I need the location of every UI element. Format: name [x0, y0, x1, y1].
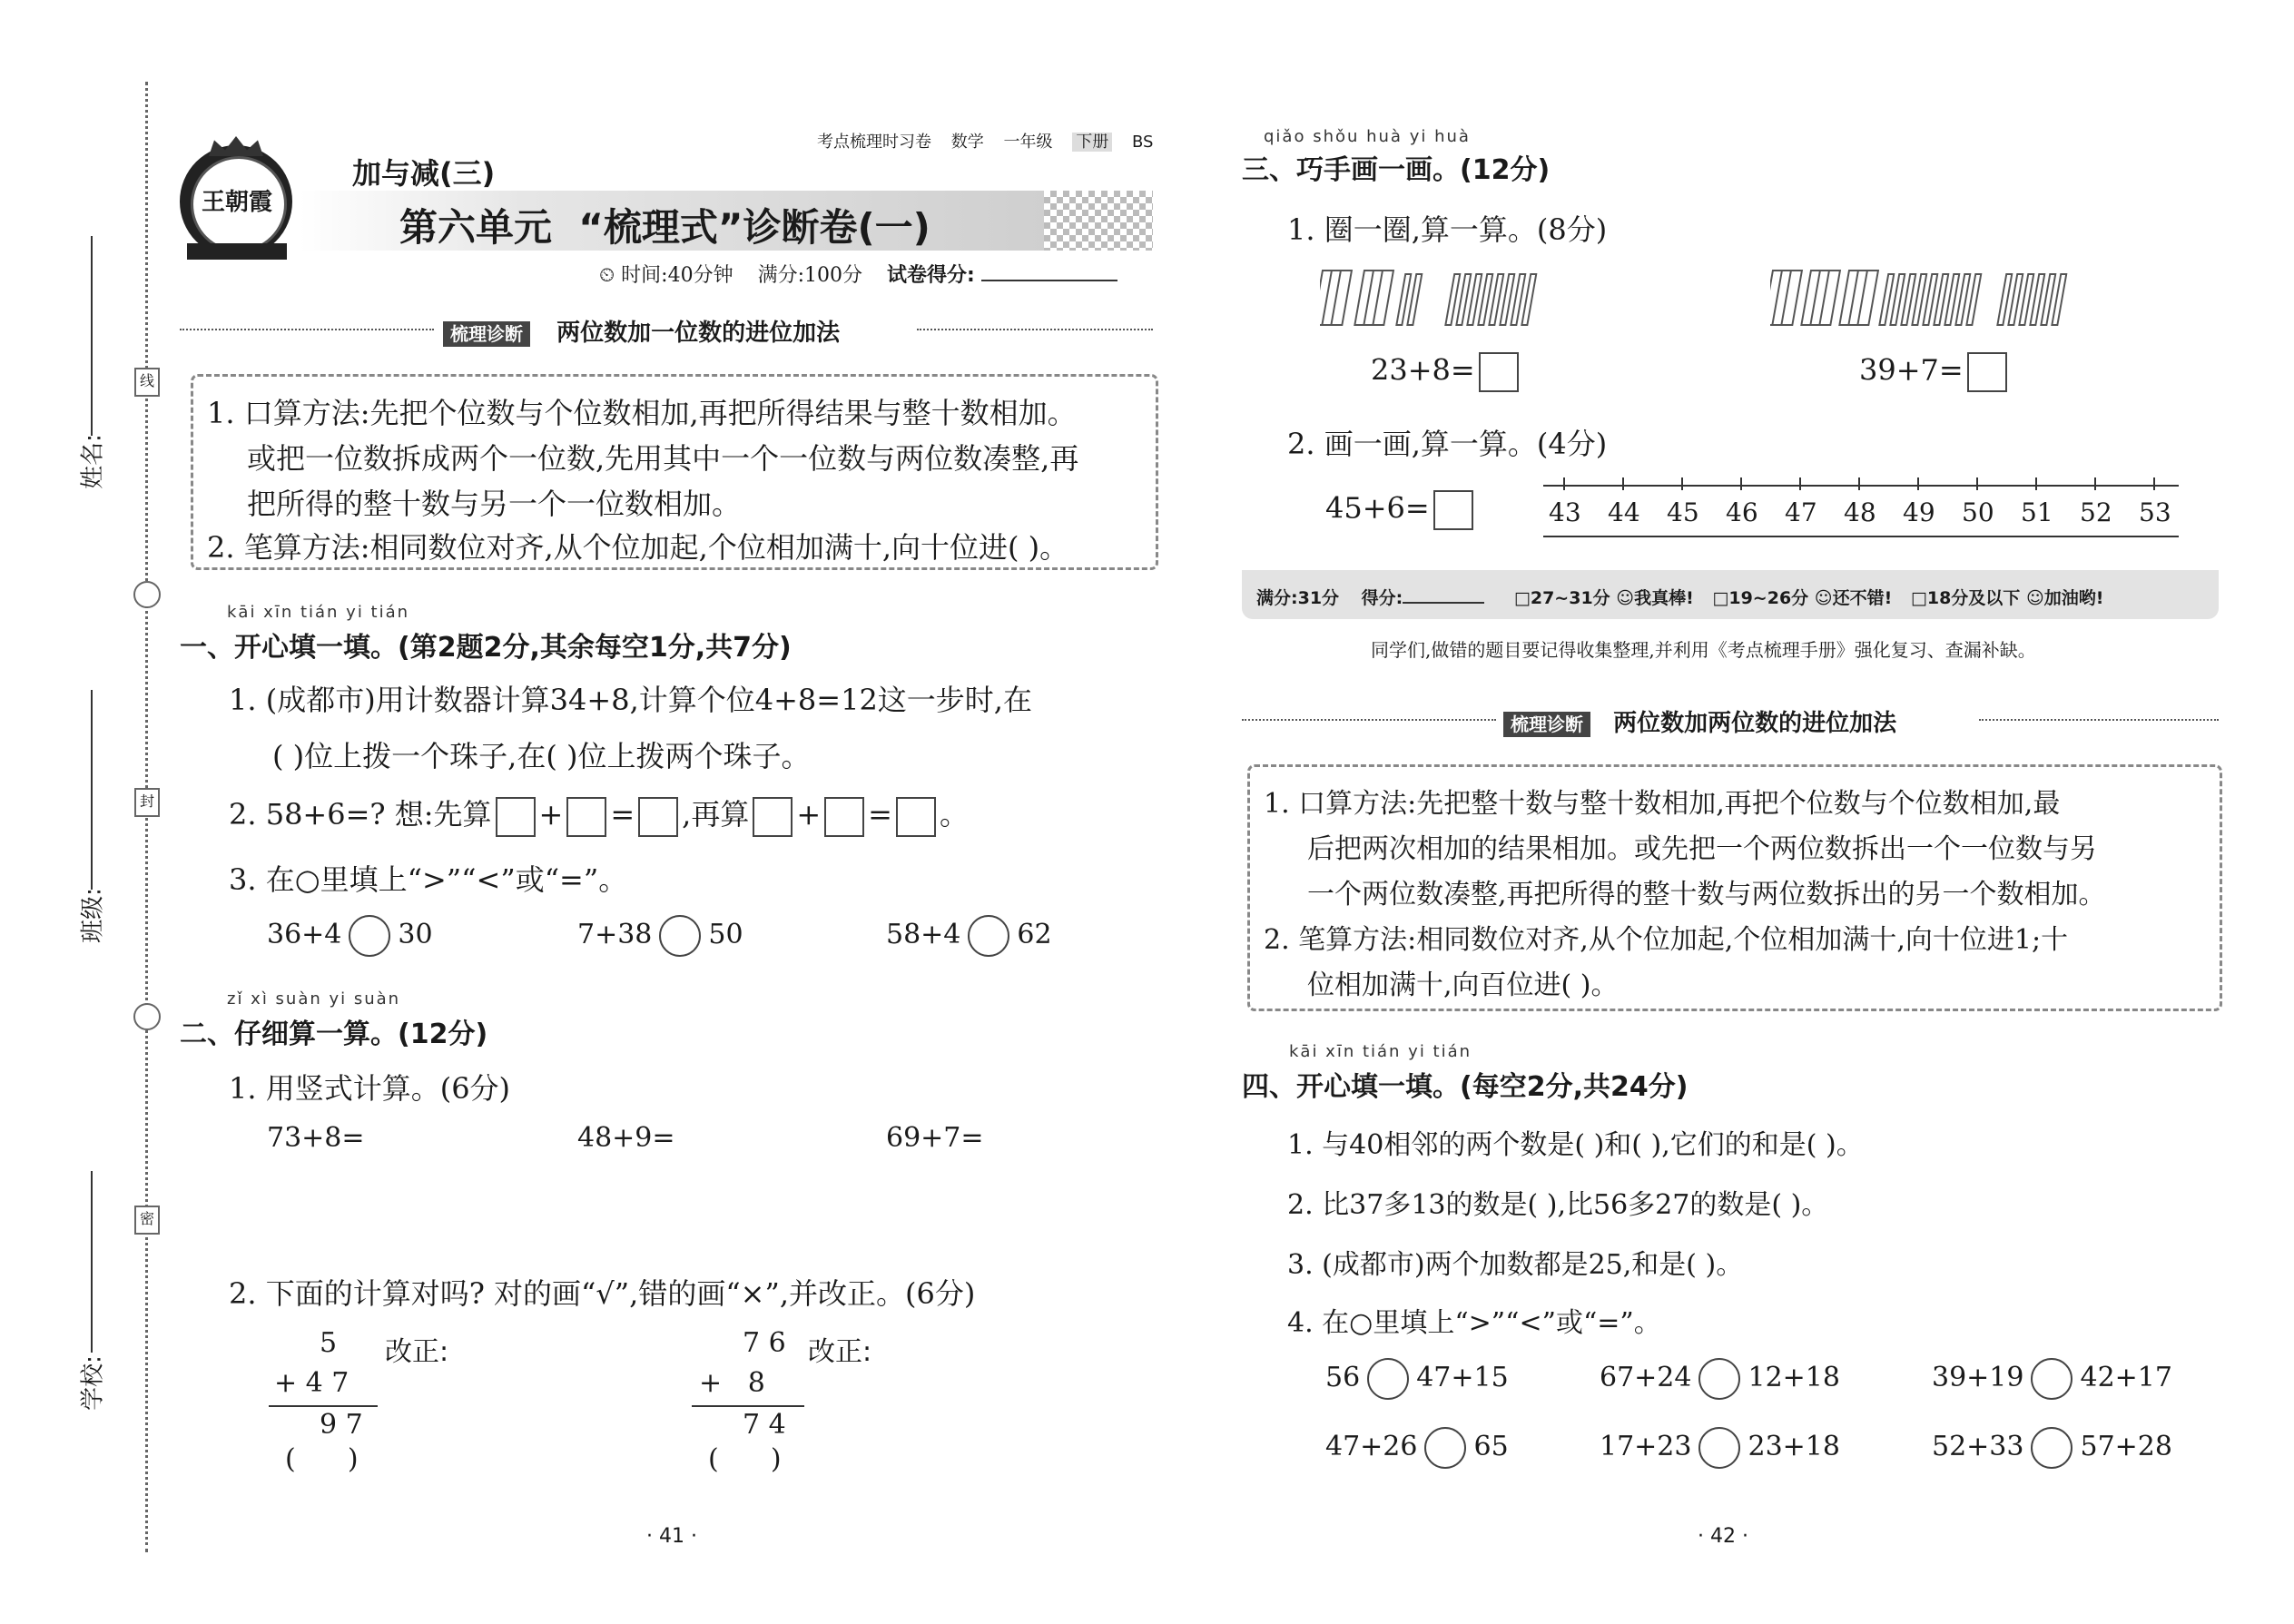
compare-right: 62 [1017, 919, 1052, 950]
answer-box[interactable] [824, 797, 864, 837]
method1-line3: 把所得的整十数与另一个一位数相加。 [247, 487, 742, 521]
compare-right: 12+18 [1748, 1362, 1840, 1393]
answer-box[interactable] [753, 797, 793, 837]
score-range-1[interactable]: □27~31分 [1513, 588, 1610, 608]
class-field[interactable] [73, 690, 109, 953]
s4q3: 3. (成都市)两个加数都是25,和是( )。 [1287, 1249, 1744, 1281]
m1-line2: 后把两次相加的结果相加。或先把一个两位数拆出一个一位数与另 [1307, 833, 2097, 865]
sec4-pinyin: kāi xīn tián yi tián [1289, 1042, 1472, 1061]
diag-header [443, 314, 840, 348]
compare-circle[interactable] [659, 915, 701, 957]
score-range-2-text: 还不错! [1832, 588, 1893, 608]
answer-box[interactable] [1967, 352, 2007, 392]
binding-ornament [133, 1003, 161, 1030]
eq1 [1371, 352, 1522, 392]
vertical-calc-3: 69+7= [886, 1122, 984, 1154]
numline-tick [1976, 477, 1978, 490]
compare-right: 30 [398, 919, 433, 950]
compare-item [1600, 1427, 1840, 1469]
sec2-title: 二、仔细算一算。(12分) [180, 1019, 488, 1050]
compare-item [1600, 1358, 1840, 1400]
score-range-3[interactable]: □18分及以下 [1910, 588, 2021, 608]
answer-box[interactable] [638, 797, 678, 837]
edition-label: BS [1131, 133, 1154, 152]
page-number-right: · 42 · [1698, 1525, 1748, 1548]
m2-line2: 位相加满十,向百位进( )。 [1307, 969, 1619, 1001]
method2: 2. 笔算方法:相同数位对齐,从个位加起,个位相加满十,向十位进( )。 [207, 530, 1069, 565]
compare-circle[interactable] [1698, 1427, 1740, 1469]
calc1-top: 5 [320, 1327, 338, 1359]
m1-line1: 1. 口算方法:先把整十数与整十数相加,再把个位数与个位数相加,最 [1264, 788, 2061, 820]
sec1-title: 一、开心填一填。(第2题2分,其余每空1分,共7分) [180, 632, 792, 664]
compare-left: 52+33 [1932, 1431, 2024, 1462]
full-score-label: 满分:100分 [757, 264, 862, 287]
diag-title: 两位数加一位数的进位加法 [556, 320, 841, 347]
clock-icon: ⏲ [599, 264, 615, 287]
compare-right: 65 [1473, 1431, 1509, 1462]
calc1-result: 9 7 [320, 1409, 363, 1441]
answer-box[interactable] [496, 797, 536, 837]
numline-tick [1622, 477, 1624, 490]
compare-left: 67+24 [1600, 1362, 1692, 1393]
score-bar-full: 满分:31分 [1256, 588, 1340, 608]
eq1-text: 23+8= [1371, 352, 1475, 388]
numline-tick [2153, 477, 2155, 490]
calc2-paren[interactable]: ( ) [708, 1443, 782, 1475]
compare-left: 17+23 [1600, 1431, 1692, 1462]
q2-prefix: 2. 58+6=? 想:先算 [229, 797, 492, 832]
sec1-pinyin: kāi xīn tián yi tián [227, 603, 410, 622]
diag-rule-left [180, 329, 434, 330]
page-number-left: · 41 · [646, 1525, 697, 1548]
school-label: 学校: [79, 1355, 107, 1411]
score-bar-content [1256, 585, 2103, 609]
compare-circle[interactable] [1698, 1358, 1740, 1400]
eq2-text: 39+7= [1859, 352, 1964, 388]
sec4-title: 四、开心填一填。(每空2分,共24分) [1242, 1071, 1689, 1103]
calc2-top: 7 6 [743, 1327, 786, 1359]
school-field[interactable] [73, 1171, 109, 1434]
answer-box[interactable] [1479, 352, 1519, 392]
time-label: 时间:40分钟 [621, 264, 733, 287]
s4q2: 2. 比37多13的数是( ),比56多27的数是( )。 [1287, 1189, 1829, 1221]
compare-item [1325, 1427, 1509, 1469]
score-range-2[interactable]: □19~26分 [1712, 588, 1809, 608]
compare-left: 47+26 [1325, 1431, 1418, 1462]
sec2-pinyin: zǐ xì suàn yi suàn [227, 989, 401, 1009]
numline-label: 48 [1844, 497, 1876, 527]
diag-rule-left [1242, 719, 1496, 721]
volume-label: 下册 [1072, 133, 1112, 152]
sticks-picture-2 [1770, 265, 2070, 330]
sec3-title: 三、巧手画一画。(12分) [1242, 154, 1551, 186]
m2-line1: 2. 笔算方法:相同数位对齐,从个位加起,个位相加满十,向十位进1;十 [1264, 924, 2069, 956]
sticks-picture-1 [1320, 265, 1556, 330]
q1-line2: ( )位上拨一个珠子,在( )位上拨两个珠子。 [272, 739, 811, 773]
tip-note: 同学们,做错的题目要记得收集整理,并利用《考点梳理手册》强化复习、查漏补缺。 [1371, 639, 2036, 661]
compare-left: 56 [1325, 1362, 1361, 1393]
series-label: 考点梳理时习卷 [817, 133, 931, 152]
score-bar-input[interactable] [1403, 602, 1484, 604]
diag-title: 两位数加两位数的进位加法 [1613, 710, 1897, 737]
sec3-pinyin: qiǎo shǒu huà yi huà [1264, 127, 1471, 146]
numline-label: 53 [2139, 497, 2171, 527]
numline-tick [1681, 477, 1683, 490]
compare-item [577, 915, 743, 957]
q1-line1: 1. (成都市)用计数器计算34+8,计算个位4+8=12这一步时,在 [229, 683, 1032, 717]
numline-tick [1858, 477, 1860, 490]
name-field[interactable] [73, 236, 109, 499]
page-title: 第六单元 “梳理式”诊断卷(一) [399, 205, 930, 250]
checker-pattern [1044, 191, 1153, 251]
answer-box[interactable] [896, 797, 936, 837]
compare-left: 36+4 [267, 919, 342, 950]
eq2 [1859, 352, 2011, 392]
numline-label: 47 [1785, 497, 1817, 527]
s3q1: 1. 圈一圈,算一算。(8分) [1287, 212, 1608, 247]
numline-label: 46 [1726, 497, 1758, 527]
score-input[interactable] [981, 280, 1117, 281]
numline-label: 43 [1549, 497, 1581, 527]
compare-right: 50 [708, 919, 743, 950]
compare-circle[interactable] [1424, 1427, 1466, 1469]
eq3-text: 45+6= [1325, 490, 1430, 526]
smile-icon: ☺ [1814, 588, 1833, 608]
compare-right: 57+28 [2080, 1431, 2172, 1462]
s4q4: 4. 在○里填上“>”“<”或“=”。 [1287, 1307, 1661, 1339]
logo-text: 王朝霞 [201, 189, 272, 216]
compare-circle[interactable] [2031, 1427, 2072, 1469]
numline-label: 44 [1608, 497, 1640, 527]
q3: 3. 在○里填上“>”“<”或“=”。 [229, 862, 628, 897]
compare-circle[interactable] [968, 915, 1009, 957]
numline-tick [1740, 477, 1742, 490]
brand-logo [180, 136, 298, 263]
numline-label: 50 [1962, 497, 1994, 527]
s2q2: 2. 下面的计算对吗? 对的画“√”,错的画“×”,并改正。(6分) [229, 1276, 976, 1311]
diag-header [1503, 704, 1896, 738]
s3q2: 2. 画一画,算一算。(4分) [1287, 427, 1608, 461]
score-bar-got: 得分: [1361, 588, 1403, 608]
compare-item [886, 915, 1052, 957]
compare-left: 58+4 [886, 919, 961, 950]
method1-line2: 或把一位数拆成两个一位数,先用其中一个一位数与两位数凑整,再 [247, 441, 1079, 476]
calc1-rule [269, 1405, 378, 1407]
smile-icon: ☺ [2025, 588, 2044, 608]
compare-right: 42+17 [2080, 1362, 2172, 1393]
diag-tag: 梳理诊断 [1503, 712, 1590, 737]
vertical-calc-2: 48+9= [577, 1122, 675, 1154]
diag-rule-right [1979, 719, 2219, 721]
diag-rule-right [917, 329, 1153, 330]
eq3 [1325, 490, 1477, 530]
numline-tick [1563, 477, 1565, 490]
calc1-paren[interactable]: ( ) [285, 1443, 359, 1475]
binding-mark-seal: 封 [134, 788, 160, 817]
numline-tick [1799, 477, 1801, 490]
score-label: 试卷得分: [887, 264, 975, 287]
method1-line1: 1. 口算方法:先把个位数与个位数相加,再把所得结果与整十数相加。 [207, 396, 1077, 430]
name-label: 姓名: [79, 434, 107, 489]
number-line[interactable] [1543, 481, 2179, 545]
q2: 2. 58+6=? 想:先算 + = ,再算 + = 。 [229, 792, 969, 837]
compare-circle[interactable] [1367, 1358, 1409, 1400]
exam-info [599, 260, 1117, 288]
numline-tick [2035, 477, 2037, 490]
s4q1: 1. 与40相邻的两个数是( )和( ),它们的和是( )。 [1287, 1129, 1864, 1161]
vertical-calc-1: 73+8= [267, 1122, 365, 1154]
compare-right: 23+18 [1748, 1431, 1840, 1462]
numline-tick [1917, 477, 1919, 490]
binding-ornament [133, 581, 161, 608]
compare-item [1325, 1358, 1509, 1400]
compare-circle[interactable] [2031, 1358, 2072, 1400]
calc2-result: 7 4 [743, 1409, 786, 1441]
binding-mark-line: 线 [134, 368, 160, 397]
calc1-add: + 4 7 [274, 1367, 350, 1399]
chapter-title: 加与减(三) [352, 156, 496, 191]
class-label: 班级: [79, 888, 107, 943]
calc2-fix: 改正: [808, 1336, 872, 1368]
compare-item [267, 915, 433, 957]
s2q1: 1. 用竖式计算。(6分) [229, 1071, 511, 1106]
binding-mark-secret: 密 [134, 1206, 160, 1235]
smile-icon: ☺ [1616, 588, 1635, 608]
binding-dotted-line [145, 82, 148, 1552]
header-meta [817, 129, 1153, 153]
numline-label: 45 [1667, 497, 1699, 527]
numline-label: 51 [2021, 497, 2053, 527]
compare-item [1932, 1358, 2172, 1400]
numline-label: 52 [2080, 497, 2112, 527]
m1-line3: 一个两位数凑整,再把所得的整十数与两位数拆出的另一个数相加。 [1307, 879, 2106, 910]
calc2-add: + 8 [699, 1367, 765, 1399]
compare-left: 39+19 [1932, 1362, 2024, 1393]
compare-circle[interactable] [349, 915, 390, 957]
numline-tick [2094, 477, 2096, 490]
score-range-3-text: 加油哟! [2043, 588, 2104, 608]
calc2-rule [692, 1405, 804, 1407]
compare-left: 7+38 [577, 919, 653, 950]
answer-box[interactable] [566, 797, 606, 837]
score-range-1-text: 我真棒! [1634, 588, 1694, 608]
subject-label: 数学 [950, 133, 984, 152]
q2-mid: ,再算 [682, 797, 750, 832]
numline-label: 49 [1903, 497, 1935, 527]
answer-box[interactable] [1433, 490, 1473, 530]
compare-right: 47+15 [1416, 1362, 1509, 1393]
calc1-fix: 改正: [385, 1336, 449, 1368]
diag-tag: 梳理诊断 [443, 321, 530, 347]
grade-label: 一年级 [1003, 133, 1053, 152]
compare-item [1932, 1427, 2172, 1469]
